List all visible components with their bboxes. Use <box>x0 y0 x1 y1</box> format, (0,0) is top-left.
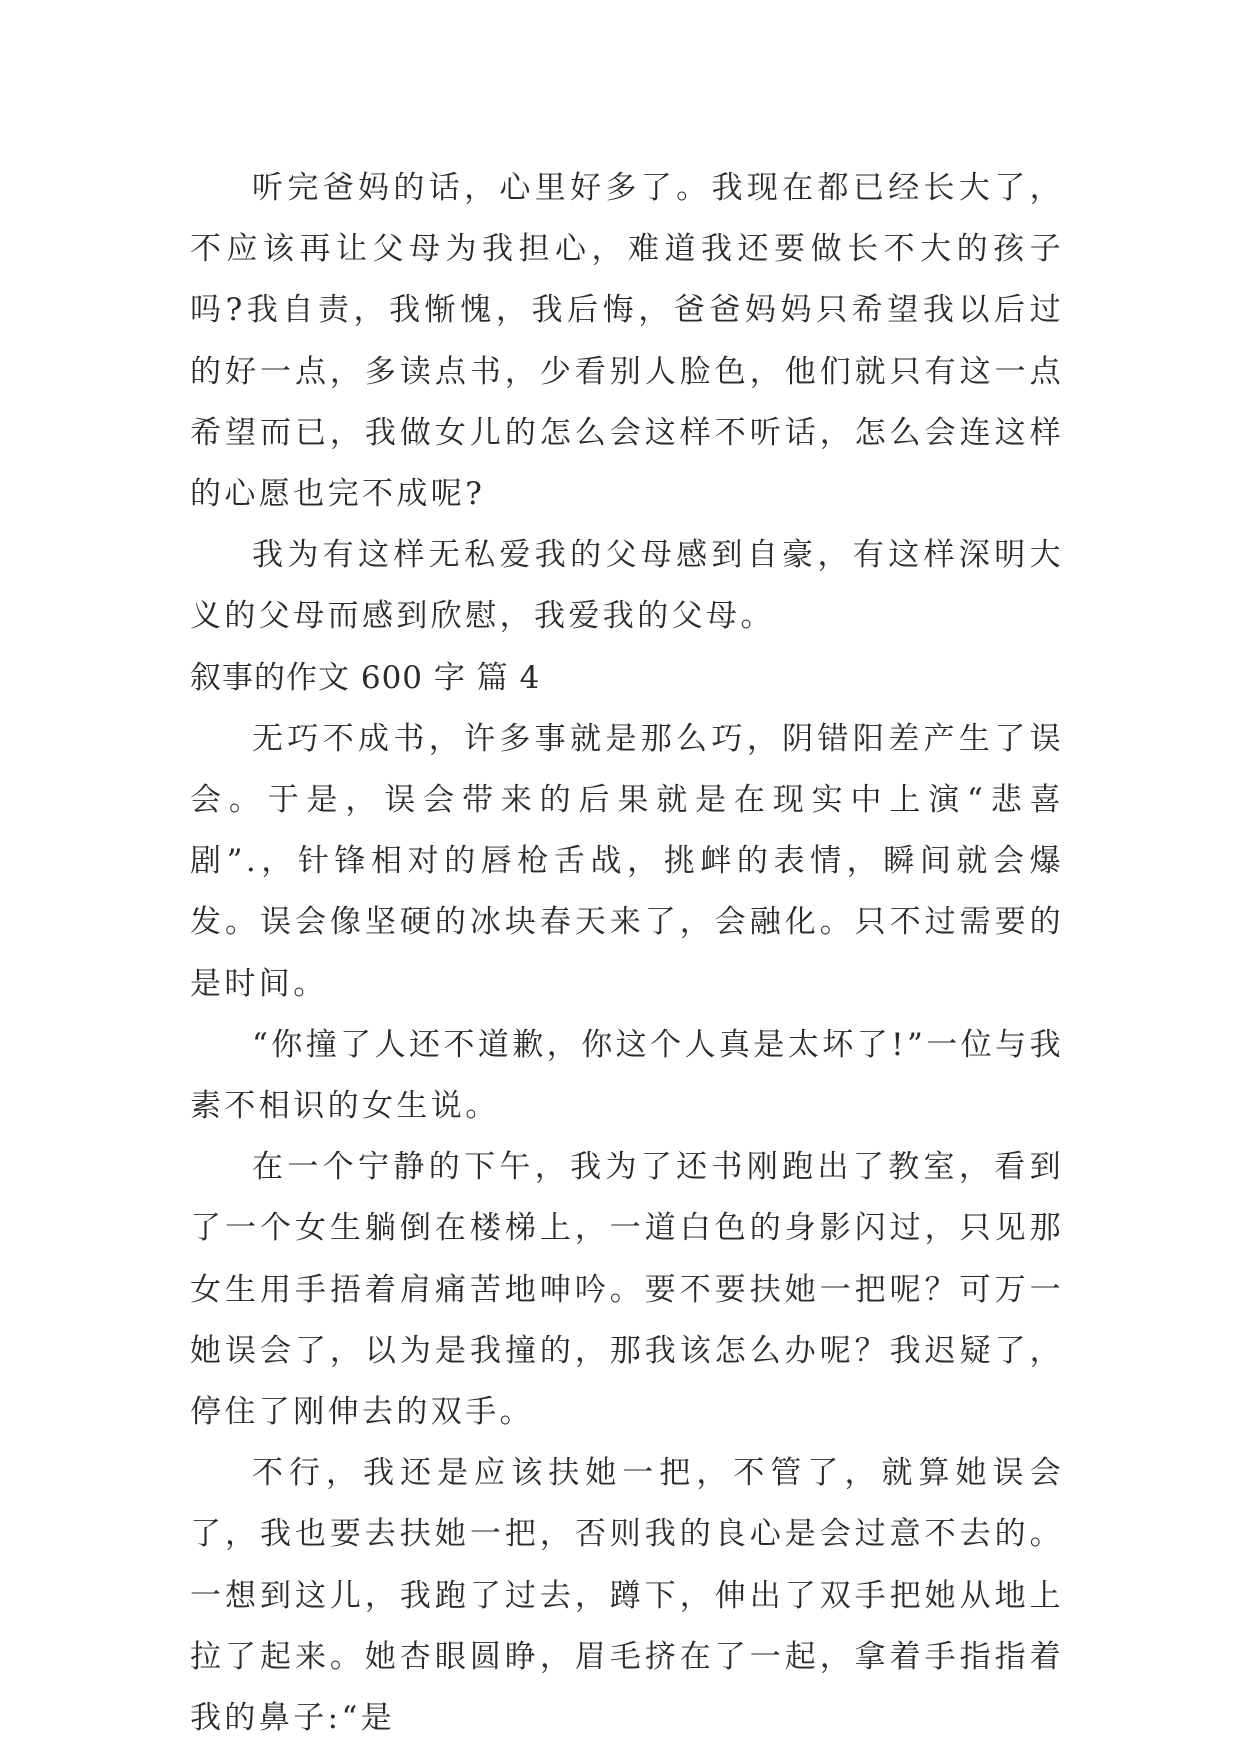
section-title: 叙事的作文 600 字 篇 4 <box>190 659 541 696</box>
paragraph: 我为有这样无私爱我的父母感到自豪，有这样深明大义的父母而感到欣慰，我爱我的父母。 <box>190 537 1064 635</box>
paragraph: 听完爸妈的话，心里好多了。我现在都已经长大了，不应该再让父母为我担心，难道我还要做长不大的孩子吗?我自责，我惭愧，我后悔，爸爸妈妈只希望我以后过的好一点，多读点书，少看别人脸色，他们就只有这一点希望而已，我做女儿的怎么会这样不听话，怎么会连这样的心愿也完不成呢? <box>190 170 1064 513</box>
paragraph: 在一个宁静的下午，我为了还书刚跑出了教室，看到了一个女生躺倒在楼梯上，一道白色的身影闪过，只见那女生用手捂着肩痛苦地呻吟。要不要扶她一把呢？可万一她误会了，以为是我撞的，那我该怎么办呢？我迟疑了，停住了刚伸去的双手。 <box>190 1149 1064 1431</box>
document-body <box>190 158 1064 1749</box>
paragraph: 无巧不成书，许多事就是那么巧，阴错阳差产生了误会。于是，误会带来的后果就是在现实中上演“悲喜剧”.，针锋相对的唇枪舌战，挑衅的表情，瞬间就会爆发。误会像坚硬的冰块春天来了，会融化。只不过需要的是时间。 <box>190 720 1064 1002</box>
paragraph: 不行，我还是应该扶她一把，不管了，就算她误会了，我也要去扶她一把，否则我的良心是会过意不去的。一想到这儿，我跑了过去，蹲下，伸出了双手把她从地上拉了起来。她杏眼圆睁，眉毛挤在了一起，拿着手指指着我的鼻子:“是 <box>190 1455 1064 1737</box>
paragraph: “你撞了人还不道歉，你这个人真是太坏了!”一位与我素不相识的女生说。 <box>190 1026 1064 1125</box>
